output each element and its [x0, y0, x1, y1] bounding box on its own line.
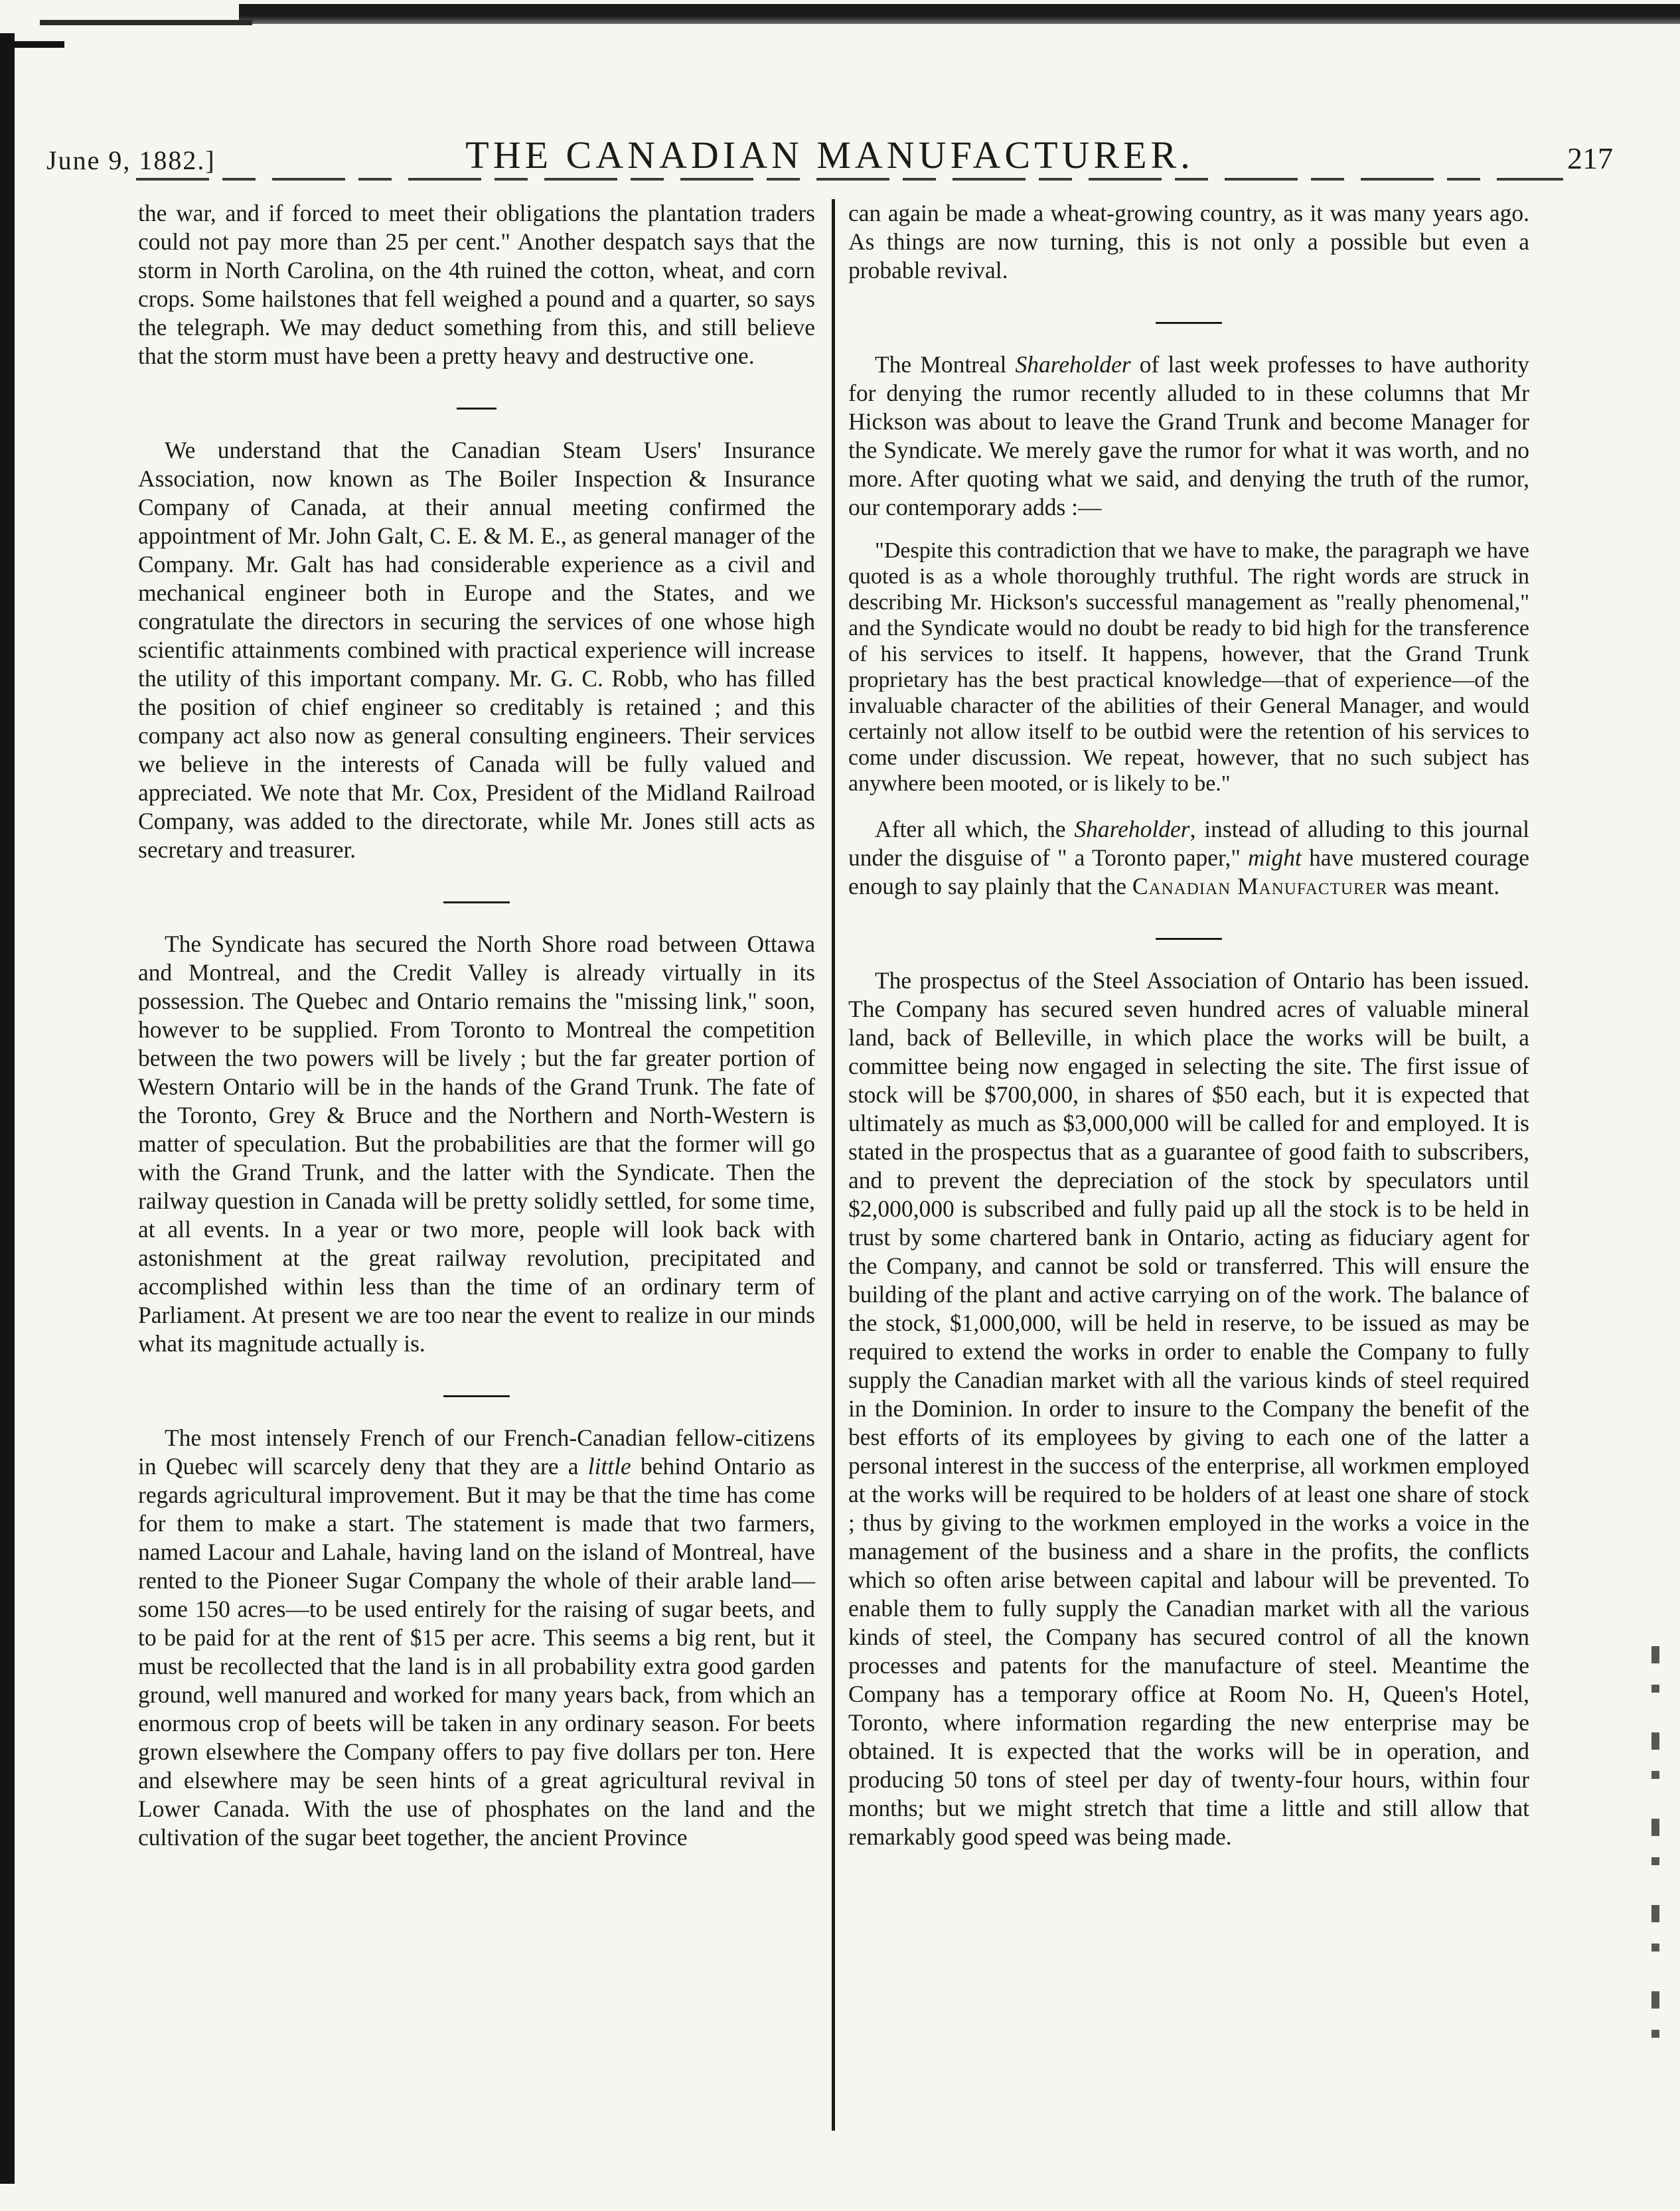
article-steel-association: The prospectus of the Steel Association of Ontario has been issued. The Company has secured seven hundred acres of valuable mineral land, back of Belleville, in which place the works will be built, a committee being now engaged in selecting the site. The first issue of stock will be $700,000, in shares of $50 each, but it is expected that ultimately as much as $3,000,000 will be called for and employed. It is stated in the prospectus that as a guarantee of good faith to subscribers, and to prevent the depreciation of the stock by speculators until $2,000,000 is subscribed and fully paid up all the stock is to be held in trust by some chartered bank in Ontario, acting as fiduciary agent for the Company, and cannot be sold or transferred. This will ensure the building of the plant and active carrying on of the work. The balance of the stock, $1,000,000, will be held in reserve, to be issued as may be required to extend the works in order to enable the Company to fully supply the Canadian market with all the various kinds of steel required in the Dominion. In order to insure to the Company the benefit of the best efforts of its employees by giving to each one of the latter a personal interest in the success of the enterprise, all workmen employed at the works will be required to be holders of at least one share of stock ; thus by giving to the workmen employed in the works a voice in the management of the business and a share in the profits, the conflicts which so often arise between capital and labour will be prevented. To enable them to fully supply the Canadian market with all the various kinds of steel, the Company has secured control of all the known processes and patents for the manufacture of steel. Meantime the Company has a temporary office at Room No. H, Queen's Hotel, Toronto, where information regarding the new enterprise may be obtained. It is expected that the works will be in operation, and producing 50 tons of steel per day of twenty-four hours, within four months; but we might stretch that time a little and still allow that remarkably good speed was being made.	[848, 967, 1529, 1850]
article-separator	[457, 408, 496, 410]
article-sugar-beets-continued: can again be made a wheat-growing country, as it was many years ago. As things are now turning, this is not only a possible but even a probable revival.	[848, 200, 1529, 283]
article-sugar-beets	[138, 1424, 815, 1852]
article-boiler-inspection: We understand that the Canadian Steam Users' Insurance Association, now known as The Boiler Inspection & Insurance Company of Canada, at their annual meeting confirmed the appointment of Mr. John Galt, C. E. & M. E., as general manager of the Company. Mr. Galt has had considerable experience as a civil and mechanical engineer both in Europe and the States, and we congratulate the directors in securing the services of one whose high scientific attainments combined with practical experience will increase the utility of this important company. Mr. G. C. Robb, who has filled the position of chief engineer so creditably is retained ; and this company act also now as general consulting engineers. Their services we believe in the interests of Canada will be fully valued and appreciated. We note that Mr. Cox, President of the Midland Railroad Company, was added to the directorate, while Mr. Jones still acts as secretary and treasurer.	[138, 437, 815, 863]
italic-run: little	[587, 1453, 631, 1480]
top-border-rule	[239, 4, 1680, 24]
column-divider	[832, 199, 835, 2131]
header-rule	[136, 178, 1563, 181]
text-run: After all which, the	[875, 816, 1075, 842]
text-run: have mustered courage enough to say plainly that the	[848, 844, 1529, 899]
article-separator	[1156, 938, 1222, 940]
text-run: of last week professes to have authority for denying the rumor recently alluded to in these columns that Mr Hickson was about to leave the Grand Trunk and become Manager for the Syndicate. We merely gave the rumor for what it was worth, and no more. After quoting what we said, and denying the truth of the rumor, our contemporary adds :—	[848, 351, 1529, 520]
text-run: The Montreal	[875, 351, 1016, 378]
article-shareholder	[848, 350, 1529, 522]
left-column	[138, 199, 815, 1889]
article-syndicate-railway: The Syndicate has secured the North Shore road between Ottawa and Montreal, and the Credit Valley is already virtually in its possession. The Quebec and Ontario remains the "missing link," soon, however to be supplied. From Toronto to Montreal the competition between the two powers will be lively ; but the far greater portion of Western Ontario will be in the hands of the Grand Trunk. The fate of the Toronto, Grey & Bruce and the Northern and North-Western is matter of speculation. But the probabilities are that the former will go with the Grand Trunk, and the latter with the Syndicate. Then the railway question in Canada will be pretty solidly settled, for some time, at all events. In a year or two more, people will look back with astonishment at the great railway revolution, precipitated and accomplished within less than the time of an ordinary term of Parliament. At present we are too near the event to realize in our minds what its magnitude actually is.	[138, 931, 815, 1357]
text-run: behind Ontario as regards agricultural improvement. But it may be that the time has come for them to make a start. The statement is made that two farmers, named Lacour and Lahale, having land on the island of Montreal, have rented to the Pioneer Sugar Company the whole of their arable land—some 150 acres—to be used entirely for the raising of sugar beets, and to be paid for at the rent of $15 per acre. This seems a big rent, but it must be recollected that the land is in all probability extra good garden ground, well manured and worked for many years back, from which an enormous crop of beets will be taken in any ordinary season. For beets grown elsewhere the Company offers to pay five dollars per ton. Here and elsewhere may be seen hints of a great agricultural revival in Lower Canada. With the use of phosphates on the land and the cultivation of the sugar beet together, the ancient Province	[138, 1453, 815, 1851]
text-run: The most intensely French of our French-Canadian fellow-citizens in Quebec will scarcely deny that they are a	[138, 1424, 815, 1480]
shareholder-quotation: "Despite this contradiction that we have to make, the paragraph we have quoted is as a whole thoroughly truthful. The right words are struck in describing Mr. Hickson's successful management as "really phenomenal," and the Syndicate would no doubt be ready to bid high for the transference of his services to itself. It happens, however, that the Grand Trunk proprietary has the best practical knowledge—that of experience—of the invaluable character of the abilities of their General Manager, and would certainly not allow itself to be outbid were the retention of his services to come under discussion. We repeat, however, that no such subject has anywhere been mooted, or is likely to be."	[848, 538, 1529, 796]
italic-run: might	[1248, 844, 1302, 871]
text-run: was meant.	[1387, 873, 1500, 899]
article-separator	[443, 901, 510, 903]
italic-run: Shareholder	[1074, 816, 1190, 842]
italic-run: Shareholder	[1015, 351, 1131, 378]
article-separator	[1156, 322, 1222, 324]
right-margin-marks	[1651, 1646, 1659, 2078]
top-border-tail	[40, 20, 252, 25]
page-header	[40, 133, 1620, 179]
small-caps-run: Canadian Manufacturer	[1132, 873, 1388, 899]
text-run: , instead of alluding to this journal under the disguise of " a Toronto paper,"	[848, 816, 1529, 871]
article-separator	[443, 1395, 510, 1397]
journal-title: THE CANADIAN MANUFACTURER.	[465, 133, 1194, 177]
article-shareholder-reply	[848, 815, 1529, 901]
right-column	[848, 199, 1529, 1888]
article-storm-continued: the war, and if forced to meet their obligations the plantation traders could not pay more than 25 per cent." Another despatch says that the storm in North Carolina, on the 4th ruined the cotton, wheat, and corn crops. Some hailstones that fell weighed a pound and a quarter, so says the telegraph. We may deduct something from this, and still believe that the storm must have been a pretty heavy and destructive one.	[138, 200, 815, 369]
page-number: 217	[1567, 141, 1613, 175]
left-spine-hook	[15, 41, 64, 48]
issue-date: June 9, 1882.]	[46, 145, 216, 175]
left-page-spine	[0, 33, 15, 2184]
